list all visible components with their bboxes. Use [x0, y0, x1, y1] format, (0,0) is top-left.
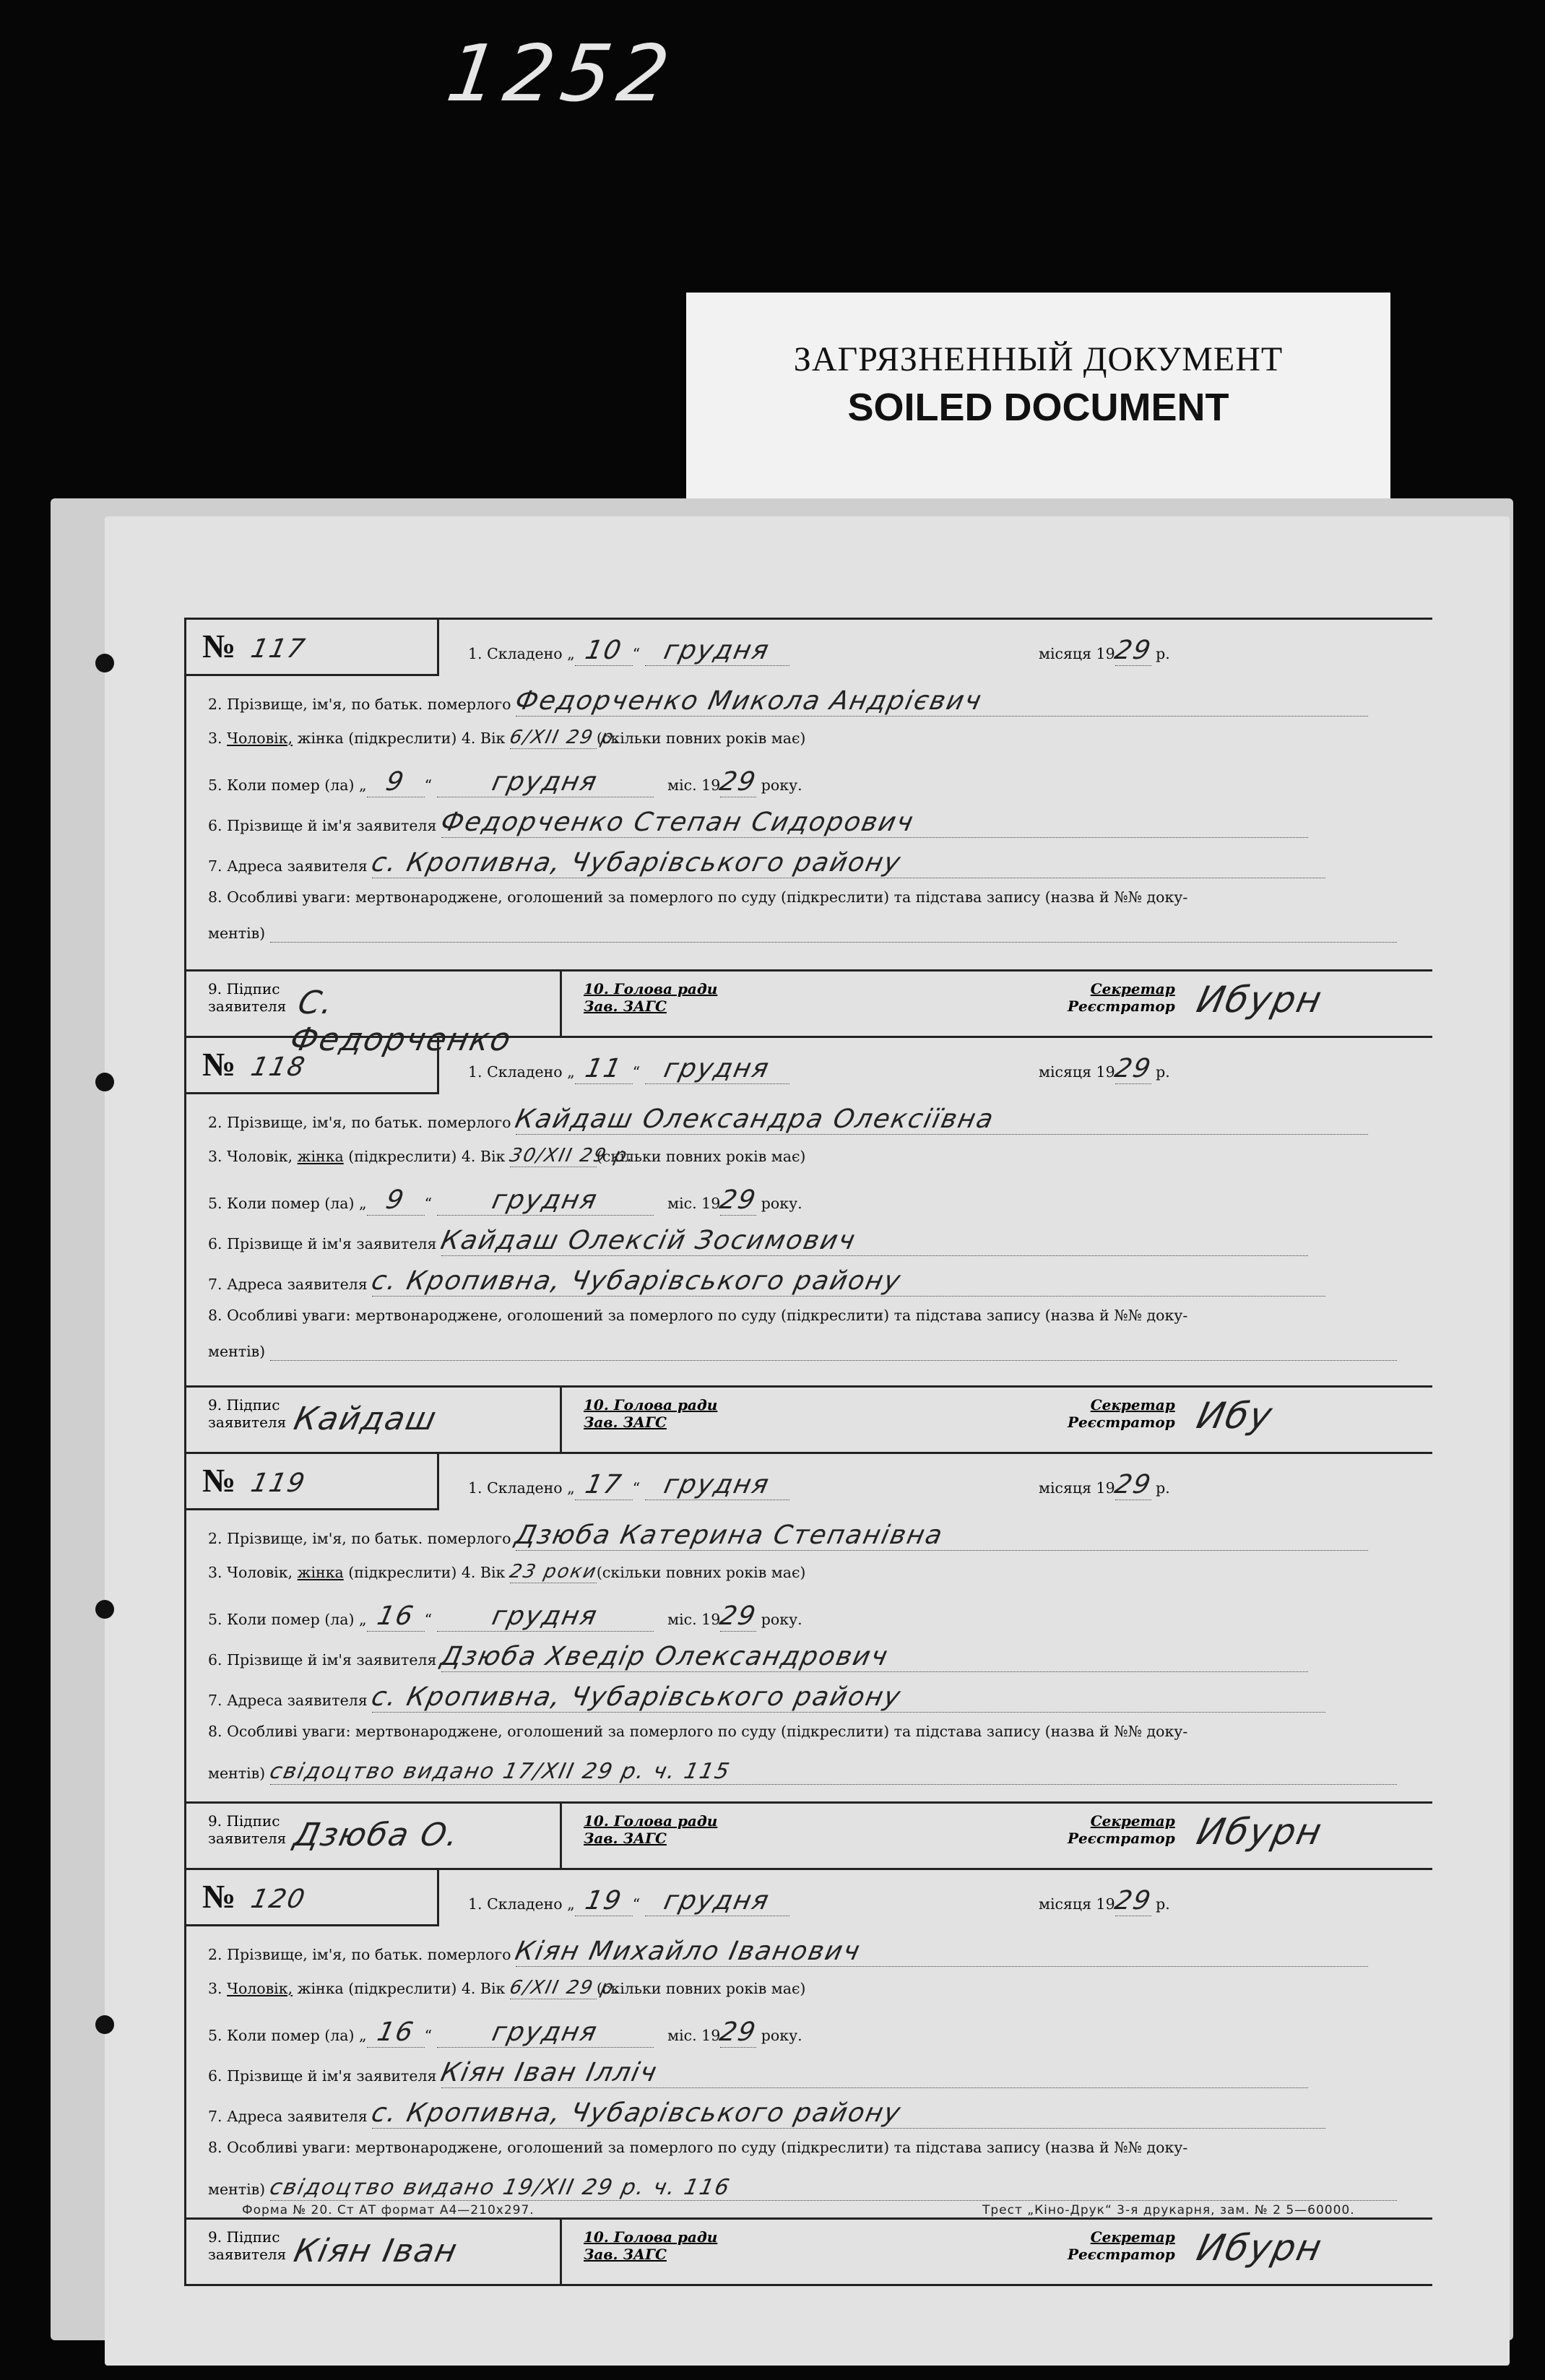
record-year: 29: [1112, 1054, 1154, 1083]
death-date-row: 5. Коли помер (ла) „ 16 “ грудня міс. 1929 року.: [208, 1601, 802, 1631]
form-footer-left: Форма № 20. Ст АТ формат А4—210x297.: [242, 2203, 535, 2217]
record-signature: С. Федорченко: [287, 985, 516, 1058]
record-name: Кіян Михайло Іванович: [512, 1937, 864, 1966]
record-secretary: Ибурн: [1193, 2227, 1327, 2269]
death-date-row: 5. Коли помер (ла) „ 16 “ грудня міс. 1929 року.: [208, 2017, 802, 2047]
record-applicant: Кайдаш Олексій Зосимович: [438, 1226, 859, 1255]
record-signature: Кіян Іван: [290, 2233, 462, 2269]
record-address: с. Кропивна, Чубарівського району: [368, 1266, 904, 1296]
head-signature-cell: 10. Голова ради Зав. ЗАГС: [584, 2228, 718, 2263]
record-secretary: Ибу: [1193, 1395, 1277, 1437]
compiled-year: місяця 1929 р.: [1039, 1886, 1170, 1916]
record-number: [186, 620, 439, 676]
soiled-label-en: SOILED DOCUMENT: [847, 386, 1229, 429]
death-date-row: 5. Коли помер (ла) „ 9 “ грудня міс. 1929 року.: [208, 1185, 802, 1215]
record-secretary: Ибурн: [1193, 979, 1327, 1021]
secretary-signature: [1193, 979, 1327, 1021]
record-month: грудня: [661, 1470, 773, 1500]
record-applicant: Федорченко Степан Сидорович: [438, 808, 917, 837]
record-died-day: 9: [383, 1185, 408, 1215]
record-died-month: грудня: [489, 1601, 601, 1631]
record-applicant: Дзюба Хведір Олександрович: [438, 1642, 892, 1671]
notes-row-2: ментів) свідоцтво видано 19/XII 29 р. ч. 116: [208, 2175, 1425, 2201]
deceased-name-row: 2. Прізвище, ім'я, по батьк. померлого Федорченко Микола Андрієвич: [208, 686, 1425, 717]
death-record: [186, 1868, 1432, 2284]
applicant-row: 6. Прізвище й ім'я заявителя Дзюба Хведір Олександрович: [208, 1642, 1425, 1672]
signature-row: [186, 1385, 1432, 1452]
record-died-month: грудня: [489, 1185, 601, 1215]
compiled-year: місяця 1929 р.: [1039, 1470, 1170, 1500]
record-year: 29: [1112, 1470, 1154, 1500]
applicant-signature-cell: 9. Підпис заявителя Дзюба О.: [186, 1804, 562, 1868]
sex-age-row: 3. Чоловік, жінка (підкреслити) 4. Вік 6/XII 29 р.(скільки повних років має): [208, 727, 806, 748]
record-no: №: [202, 1878, 236, 1915]
record-applicant: Кіян Іван Ілліч: [438, 2058, 661, 2087]
sex-age-row: 3. Чоловік, жінка (підкреслити) 4. Вік 6/XII 29 р.(скільки повних років має): [208, 1977, 806, 1999]
notes-row: 8. Особливі уваги: мертвонароджене, оголошений за померлого по суду (підкреслити) та підстава запису (назва й №№ доку-: [208, 888, 1188, 906]
signature-row: [186, 1801, 1432, 1868]
record-day: 10: [582, 636, 625, 665]
secretary-label: Секретар Реєстратор: [1068, 980, 1175, 1015]
record-year: 29: [1112, 636, 1154, 665]
sex-age-row: 3. Чоловік, жінка (підкреслити) 4. Вік 30/XII 29 р.(скільки повних років має): [208, 1145, 806, 1167]
compiled-year: місяця 1929 р.: [1039, 1054, 1170, 1083]
record-age: 30/XII 29 р.: [507, 1145, 638, 1167]
sex-age-row: 3. Чоловік, жінка (підкреслити) 4. Вік 23 роки(скільки повних років має): [208, 1561, 806, 1583]
record-died-month: грудня: [489, 767, 601, 797]
signature-row: [186, 969, 1432, 1058]
applicant-row: 6. Прізвище й ім'я заявителя Кайдаш Олексій Зосимович: [208, 1226, 1425, 1256]
record-signature: Дзюба О.: [290, 1817, 463, 1853]
secretary-label: Секретар Реєстратор: [1068, 2228, 1175, 2263]
binding-hole: [95, 1600, 114, 1619]
secretary-signature: [1193, 1395, 1277, 1437]
record-number: 117: [248, 634, 309, 664]
soiled-label-ru: ЗАГРЯЗНЕННЫЙ ДОКУМЕНТ: [793, 340, 1284, 378]
record-age: 6/XII 29 р.: [507, 727, 624, 748]
address-row: 7. Адреса заявителя с. Кропивна, Чубарівського району: [208, 1266, 1425, 1297]
head-signature-cell: 10. Голова ради Зав. ЗАГС: [584, 1812, 718, 1847]
record-month: грудня: [661, 636, 773, 665]
record-number: [186, 1038, 439, 1094]
death-record: [186, 620, 1432, 1058]
secretary-signature: [1193, 1811, 1327, 1853]
applicant-signature-cell: 9. Підпис заявителя Кайдаш: [186, 1388, 562, 1452]
notes-row-2: ментів) свідоцтво видано 17/XII 29 р. ч. 115: [208, 1759, 1425, 1785]
record-died-day: 16: [374, 1601, 417, 1631]
record-died-month: грудня: [489, 2017, 601, 2047]
deceased-name-row: 2. Прізвище, ім'я, по батьк. померлого Дзюба Катерина Степанівна: [208, 1520, 1425, 1551]
record-name: Федорченко Микола Андрієвич: [512, 686, 985, 716]
compiled-date: 1. Складено „ 19 “ грудня: [468, 1886, 789, 1916]
deceased-name-row: 2. Прізвище, ім'я, по батьк. померлого Кайдаш Олександра Олексіївна: [208, 1104, 1425, 1135]
record-died-year: 29: [717, 767, 760, 797]
record-secretary: Ибурн: [1193, 1811, 1327, 1853]
compiled-date: 1. Складено „ 11 “ грудня: [468, 1054, 789, 1084]
compiled-date: 1. Складено „ 17 “ грудня: [468, 1470, 789, 1500]
record-notes: свідоцтво видано 19/XII 29 р. ч. 116: [267, 2175, 733, 2200]
death-records-table: [184, 618, 1432, 2286]
record-age: 23 роки: [507, 1561, 600, 1583]
address-row: 7. Адреса заявителя с. Кропивна, Чубарівського району: [208, 848, 1425, 878]
binding-hole: [95, 654, 114, 672]
record-died-year: 29: [717, 1601, 760, 1631]
death-date-row: 5. Коли помер (ла) „ 9 “ грудня міс. 1929 року.: [208, 767, 802, 797]
record-day: 11: [582, 1054, 625, 1083]
record-number: 118: [248, 1052, 309, 1082]
applicant-signature-cell: 9. Підпис заявителя С. Федорченко: [186, 972, 562, 1036]
secretary-label: Секретар Реєстратор: [1068, 1812, 1175, 1847]
applicant-row: 6. Прізвище й ім'я заявителя Кіян Іван Ілліч: [208, 2058, 1425, 2088]
address-row: 7. Адреса заявителя с. Кропивна, Чубарівського району: [208, 2098, 1425, 2129]
address-row: 7. Адреса заявителя с. Кропивна, Чубарівського району: [208, 1682, 1425, 1713]
notes-row-2: ментів): [208, 1343, 1425, 1361]
record-died-day: 16: [374, 2017, 417, 2047]
record-number: 119: [248, 1468, 309, 1498]
archive-number: 1252: [441, 29, 682, 119]
soiled-document-label: [686, 293, 1390, 506]
applicant-row: 6. Прізвище й ім'я заявителя Федорченко Степан Сидорович: [208, 808, 1425, 838]
notes-row: 8. Особливі уваги: мертвонароджене, оголошений за померлого по суду (підкреслити) та підстава запису (назва й №№ доку-: [208, 2139, 1188, 2156]
signature-row: [186, 2217, 1432, 2284]
record-no: №: [202, 1462, 236, 1499]
head-signature-cell: 10. Голова ради Зав. ЗАГС: [584, 1396, 718, 1431]
secretary-label: Секретар Реєстратор: [1068, 1396, 1175, 1431]
record-name: Кайдаш Олександра Олексіївна: [512, 1104, 997, 1134]
death-record: [186, 1452, 1432, 1868]
record-year: 29: [1112, 1886, 1154, 1916]
applicant-signature-cell: 9. Підпис заявителя Кіян Іван: [186, 2220, 562, 2284]
record-month: грудня: [661, 1054, 773, 1083]
notes-row-2: ментів): [208, 925, 1425, 943]
form-footer-right: Трест „Кіно-Друк“ 3-я друкарня, зам. № 2 5—60000.: [982, 2203, 1355, 2217]
record-age: 6/XII 29 р.: [507, 1977, 624, 1999]
record-name: Дзюба Катерина Степанівна: [512, 1520, 946, 1550]
record-month: грудня: [661, 1886, 773, 1916]
record-died-day: 9: [383, 767, 408, 797]
record-address: с. Кропивна, Чубарівського району: [368, 1682, 904, 1712]
binding-hole: [95, 1073, 114, 1091]
secretary-signature: [1193, 2227, 1327, 2269]
record-notes: свідоцтво видано 17/XII 29 р. ч. 115: [267, 1759, 733, 1784]
binding-hole: [95, 2015, 114, 2034]
record-died-year: 29: [717, 2017, 760, 2047]
death-record: [186, 1036, 1432, 1452]
record-number: [186, 1870, 439, 1926]
notes-row: 8. Особливі уваги: мертвонароджене, оголошений за померлого по суду (підкреслити) та підстава запису (назва й №№ доку-: [208, 1723, 1188, 1740]
record-number: 120: [248, 1884, 309, 1914]
record-day: 19: [582, 1886, 625, 1916]
compiled-date: 1. Складено „ 10 “ грудня: [468, 636, 789, 666]
deceased-name-row: 2. Прізвище, ім'я, по батьк. померлого Кіян Михайло Іванович: [208, 1937, 1425, 1967]
record-number: [186, 1454, 439, 1510]
record-died-year: 29: [717, 1185, 760, 1215]
record-day: 17: [582, 1470, 625, 1500]
record-no: №: [202, 628, 236, 665]
record-address: с. Кропивна, Чубарівського району: [368, 2098, 904, 2128]
notes-row: 8. Особливі уваги: мертвонароджене, оголошений за померлого по суду (підкреслити) та підстава запису (назва й №№ доку-: [208, 1307, 1188, 1324]
head-signature-cell: 10. Голова ради Зав. ЗАГС: [584, 980, 718, 1015]
compiled-year: місяця 1929 р.: [1039, 636, 1170, 665]
record-signature: Кайдаш: [290, 1401, 441, 1437]
record-no: №: [202, 1046, 236, 1083]
record-address: с. Кропивна, Чубарівського району: [368, 848, 904, 878]
